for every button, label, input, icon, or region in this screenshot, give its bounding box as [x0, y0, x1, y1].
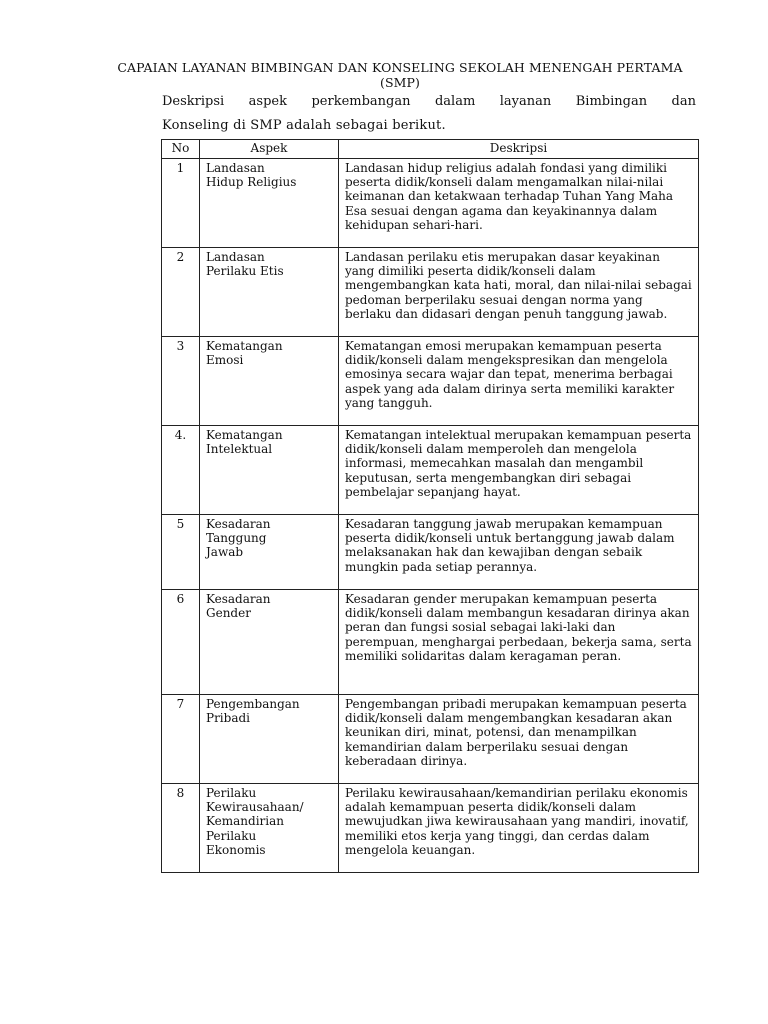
- row-deskripsi: Landasan perilaku etis merupakan dasar keyakinan yang dimiliki peserta didik/konseli dalam mengembangkan kata hati, moral, dan nilai-nilai sebagai pedoman berperilaku sesuai dengan norma yang berlaku dan didasari dengan penuh tanggung jawab.: [339, 248, 699, 337]
- row-aspek: Kesadaran Gender: [200, 590, 339, 695]
- row-aspek: Kematangan Emosi: [200, 337, 339, 426]
- aspek-table: [161, 139, 699, 873]
- table-row: [162, 695, 699, 784]
- table-row: [162, 248, 699, 337]
- row-number: 3: [162, 337, 200, 426]
- row-number: 4.: [162, 426, 200, 515]
- row-aspek: Landasan Hidup Religius: [200, 159, 339, 248]
- row-aspek: Perilaku Kewirausahaan/ Kemandirian Perilaku Ekonomis: [200, 784, 339, 873]
- table-row: [162, 590, 699, 695]
- table-row: [162, 515, 699, 590]
- row-number: 5: [162, 515, 200, 590]
- row-number: 1: [162, 159, 200, 248]
- row-aspek: Kematangan Intelektual: [200, 426, 339, 515]
- table-row: [162, 784, 699, 873]
- intro-paragraph-line-1: Deskripsi aspek perkembangan dalam layanan Bimbingan dan: [162, 94, 696, 109]
- row-deskripsi: Kematangan intelektual merupakan kemampuan peserta didik/konseli dalam memperoleh dan mengelola informasi, memecahkan masalah dan mengambil keputusan, serta mengembangkan diri sebagai pembelajar sepanjang hayat.: [339, 426, 699, 515]
- document-title: CAPAIAN LAYANAN BIMBINGAN DAN KONSELING SEKOLAH MENENGAH PERTAMA (SMP): [117, 60, 683, 90]
- header-deskripsi: Deskripsi: [339, 140, 699, 159]
- row-number: 8: [162, 784, 200, 873]
- table-row: [162, 337, 699, 426]
- row-aspek: Pengembangan Pribadi: [200, 695, 339, 784]
- row-number: 6: [162, 590, 200, 695]
- row-deskripsi: Kesadaran gender merupakan kemampuan peserta didik/konseli dalam membangun kesadaran dirinya akan peran dan fungsi sosial sebagai laki-laki dan perempuan, menghargai perbedaan, bekerja sama, serta memiliki solidaritas dalam keragaman peran.: [339, 590, 699, 695]
- row-deskripsi: Landasan hidup religius adalah fondasi yang dimiliki peserta didik/konseli dalam mengamalkan nilai-nilai keimanan dan ketakwaan terhadap Tuhan Yang Maha Esa sesuai dengan agama dan keyakinannya dalam kehidupan sehari-hari.: [339, 159, 699, 248]
- intro-paragraph-line-2: Konseling di SMP adalah sebagai berikut.: [162, 118, 446, 133]
- row-deskripsi: Kematangan emosi merupakan kemampuan peserta didik/konseli dalam mengekspresikan dan mengelola emosinya secara wajar dan tepat, menerima berbagai aspek yang ada dalam dirinya serta memiliki karakter yang tangguh.: [339, 337, 699, 426]
- row-deskripsi: Pengembangan pribadi merupakan kemampuan peserta didik/konseli dalam mengembangkan kesadaran akan keunikan diri, minat, potensi, dan menampilkan kemandirian dalam berperilaku sesuai dengan keberadaan dirinya.: [339, 695, 699, 784]
- row-number: 2: [162, 248, 200, 337]
- header-no: No: [162, 140, 200, 159]
- row-aspek: Kesadaran Tanggung Jawab: [200, 515, 339, 590]
- row-aspek: Landasan Perilaku Etis: [200, 248, 339, 337]
- table-header-row: [162, 140, 699, 159]
- row-deskripsi: Kesadaran tanggung jawab merupakan kemampuan peserta didik/konseli untuk bertanggung jawab dalam melaksanakan hak dan kewajiban dengan sebaik mungkin pada setiap perannya.: [339, 515, 699, 590]
- table-row: [162, 426, 699, 515]
- table-row: [162, 159, 699, 248]
- row-deskripsi: Perilaku kewirausahaan/kemandirian perilaku ekonomis adalah kemampuan peserta didik/konseli dalam mewujudkan jiwa kewirausahaan yang mandiri, inovatif, memiliki etos kerja yang tinggi, dan cerdas dalam mengelola keuangan.: [339, 784, 699, 873]
- header-aspek: Aspek: [200, 140, 339, 159]
- row-number: 7: [162, 695, 200, 784]
